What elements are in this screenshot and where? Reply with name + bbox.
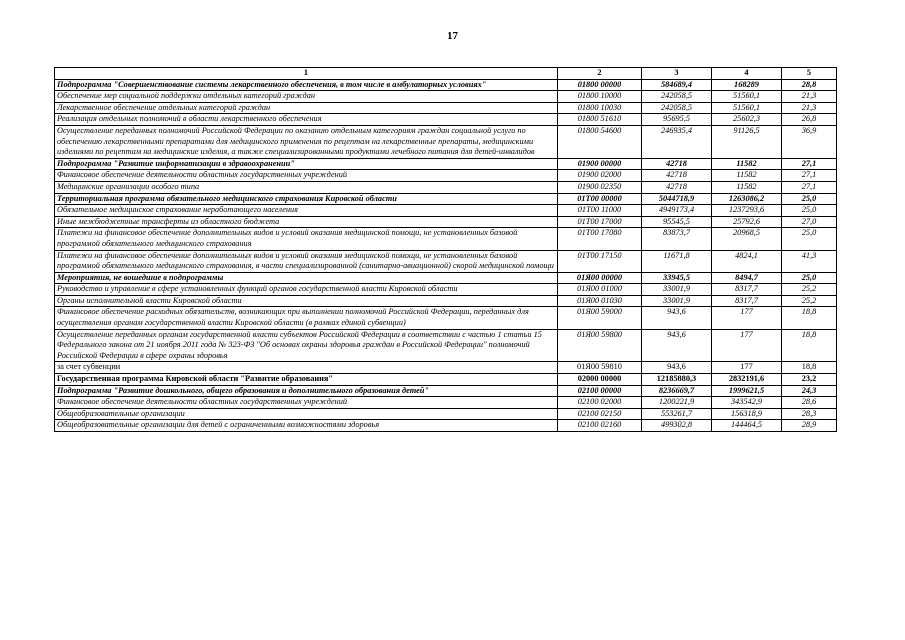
- row-code-cell: 01800 51610: [558, 114, 642, 126]
- row-plan-cell: 42718: [642, 181, 712, 193]
- row-code-cell: 01Я00 59810: [558, 362, 642, 374]
- row-code-cell: 01Т00 11000: [558, 205, 642, 217]
- table-row: [55, 79, 837, 91]
- row-code-cell: 01Т00 17080: [558, 228, 642, 250]
- row-percent-cell: 28,8: [782, 79, 837, 91]
- table-row: [55, 420, 837, 432]
- row-name-cell: Общеобразовательные организации: [55, 408, 558, 420]
- row-name-cell: Финансовое обеспечение деятельности областных государственных учреждений: [55, 170, 558, 182]
- row-actual-cell: 2832191,6: [712, 374, 782, 386]
- row-name-cell: Обеспечение мер социальной поддержки отдельных категорий граждан: [55, 91, 558, 103]
- row-plan-cell: 553261,7: [642, 408, 712, 420]
- row-code-cell: 01900 00000: [558, 158, 642, 170]
- row-code-cell: 01800 10000: [558, 91, 642, 103]
- row-plan-cell: 1200221,9: [642, 397, 712, 409]
- row-actual-cell: 51560,1: [712, 102, 782, 114]
- row-name-cell: Платежи на финансовое обеспечение дополнительных видов и условий оказания медицинской помощи, не установленных базовой программой обязательного медицинского страхования, в части специализированной (санитарно-авиационной) скорой медицинской помощи: [55, 250, 558, 272]
- row-plan-cell: 33001,9: [642, 284, 712, 296]
- table-row: [55, 228, 837, 250]
- row-actual-cell: 156318,9: [712, 408, 782, 420]
- row-code-cell: 01Я00 00000: [558, 272, 642, 284]
- row-plan-cell: 95545,5: [642, 216, 712, 228]
- table-row: [55, 295, 837, 307]
- row-percent-cell: 24,3: [782, 385, 837, 397]
- row-code-cell: 01Я00 01030: [558, 295, 642, 307]
- row-plan-cell: 242058,5: [642, 91, 712, 103]
- row-actual-cell: 1237293,6: [712, 205, 782, 217]
- row-name-cell: Подпрограмма "Развитие информатизации в здравоохранении": [55, 158, 558, 170]
- row-plan-cell: 499302,8: [642, 420, 712, 432]
- row-code-cell: 02100 02000: [558, 397, 642, 409]
- table-row: [55, 284, 837, 296]
- row-percent-cell: 28,9: [782, 420, 837, 432]
- row-code-cell: 01Т00 17000: [558, 216, 642, 228]
- row-percent-cell: 18,8: [782, 307, 837, 329]
- row-percent-cell: 21,3: [782, 102, 837, 114]
- row-percent-cell: 36,9: [782, 125, 837, 158]
- row-actual-cell: 8317,7: [712, 295, 782, 307]
- column-header: 3: [642, 68, 712, 80]
- table-row: [55, 181, 837, 193]
- row-code-cell: 02100 00000: [558, 385, 642, 397]
- row-plan-cell: 943,6: [642, 307, 712, 329]
- row-name-cell: Иные межбюджетные трансферты из областного бюджета: [55, 216, 558, 228]
- row-name-cell: Территориальная программа обязательного медицинского страхования Кировской области: [55, 193, 558, 205]
- table-row: [55, 329, 837, 362]
- row-actual-cell: 20968,5: [712, 228, 782, 250]
- row-percent-cell: 25,0: [782, 228, 837, 250]
- row-name-cell: Подпрограмма "Совершенствование системы лекарственного обеспечения, в том числе в амбулаторных условиях": [55, 79, 558, 91]
- row-actual-cell: 91126,5: [712, 125, 782, 158]
- row-plan-cell: 33001,9: [642, 295, 712, 307]
- row-plan-cell: 242058,5: [642, 102, 712, 114]
- row-plan-cell: 584689,4: [642, 79, 712, 91]
- row-actual-cell: 177: [712, 329, 782, 362]
- column-header: 2: [558, 68, 642, 80]
- row-name-cell: Подпрограмма "Развитие дошкольного, общего образования и дополнительного образования детей": [55, 385, 558, 397]
- table-row: [55, 374, 837, 386]
- row-code-cell: 01Т00 00000: [558, 193, 642, 205]
- row-percent-cell: 27,1: [782, 158, 837, 170]
- row-actual-cell: 144464,5: [712, 420, 782, 432]
- row-plan-cell: 95695,5: [642, 114, 712, 126]
- row-actual-cell: 8317,7: [712, 284, 782, 296]
- table-row: [55, 114, 837, 126]
- row-percent-cell: 27,0: [782, 216, 837, 228]
- row-plan-cell: 42718: [642, 158, 712, 170]
- table-row: [55, 102, 837, 114]
- row-name-cell: Органы исполнительной власти Кировской области: [55, 295, 558, 307]
- table-row: [55, 408, 837, 420]
- row-actual-cell: 51560,1: [712, 91, 782, 103]
- row-name-cell: Лекарственное обеспечение отдельных категорий граждан: [55, 102, 558, 114]
- row-percent-cell: 23,2: [782, 374, 837, 386]
- row-name-cell: Осуществление переданных полномочий Российской Федерации по оказанию отдельным категориям граждан социальной услуги по обеспечению лекарственными препаратами для медицинского применения по рецептам на лекарственные препараты, медицинскими изделиями по рецептам на медицинские изделия, а также специализированными продуктами лечебного питания для детей-инвалидов: [55, 125, 558, 158]
- table-row: [55, 272, 837, 284]
- row-code-cell: 02100 02150: [558, 408, 642, 420]
- row-percent-cell: 25,0: [782, 272, 837, 284]
- table-row: [55, 216, 837, 228]
- row-plan-cell: 5044718,9: [642, 193, 712, 205]
- row-percent-cell: 26,8: [782, 114, 837, 126]
- table-row: [55, 91, 837, 103]
- row-actual-cell: 8494,7: [712, 272, 782, 284]
- row-code-cell: 01800 10030: [558, 102, 642, 114]
- row-actual-cell: 11582: [712, 170, 782, 182]
- row-plan-cell: 8236669,7: [642, 385, 712, 397]
- row-name-cell: Платежи на финансовое обеспечение дополнительных видов и условий оказания медицинской помощи, не установленных базовой программой обязательного медицинского страхования: [55, 228, 558, 250]
- row-actual-cell: 1999621,5: [712, 385, 782, 397]
- row-plan-cell: 42718: [642, 170, 712, 182]
- row-code-cell: 01800 54600: [558, 125, 642, 158]
- row-actual-cell: 4824,1: [712, 250, 782, 272]
- row-code-cell: 02100 02160: [558, 420, 642, 432]
- row-plan-cell: 943,6: [642, 362, 712, 374]
- row-name-cell: Общеобразовательные организации для детей с ограниченными возможностями здоровья: [55, 420, 558, 432]
- row-actual-cell: 343542,9: [712, 397, 782, 409]
- table-row: [55, 385, 837, 397]
- table-row: [55, 397, 837, 409]
- row-name-cell: Реализация отдельных полномочий в области лекарственного обеспечения: [55, 114, 558, 126]
- row-name-cell: Осуществление переданных органам государственной власти субъектов Российской Федерации в соответствии с частью 1 статьи 15 Федерального закона от 21 ноября 2011 года № 323-ФЗ "Об основах охраны здоровья граждан в Российской Федерации" полномочий Российской Федерации в сфере охраны здоровья: [55, 329, 558, 362]
- row-percent-cell: 27,1: [782, 181, 837, 193]
- row-percent-cell: 25,0: [782, 205, 837, 217]
- row-percent-cell: 25,2: [782, 284, 837, 296]
- table-row: [55, 362, 837, 374]
- row-name-cell: за счет субвенции: [55, 362, 558, 374]
- row-code-cell: 01Я00 01000: [558, 284, 642, 296]
- column-header: 5: [782, 68, 837, 80]
- row-percent-cell: 41,3: [782, 250, 837, 272]
- row-actual-cell: 177: [712, 362, 782, 374]
- row-name-cell: Мероприятия, не вошедшие в подпрограммы: [55, 272, 558, 284]
- row-actual-cell: 11582: [712, 158, 782, 170]
- row-plan-cell: 33945,5: [642, 272, 712, 284]
- table-row: [55, 193, 837, 205]
- row-code-cell: 02000 00000: [558, 374, 642, 386]
- row-code-cell: 01Т00 17150: [558, 250, 642, 272]
- row-plan-cell: 246935,4: [642, 125, 712, 158]
- row-plan-cell: 83873,7: [642, 228, 712, 250]
- row-plan-cell: 12185880,3: [642, 374, 712, 386]
- row-name-cell: Финансовое обеспечение расходных обязательств, возникающих при выполнении полномочий Российской Федерации, переданных для осуществления органам государственной власти Кировской области (в рамках единой субвенции): [55, 307, 558, 329]
- row-percent-cell: 27,1: [782, 170, 837, 182]
- row-code-cell: 01900 02000: [558, 170, 642, 182]
- row-actual-cell: 11582: [712, 181, 782, 193]
- row-percent-cell: 18,8: [782, 329, 837, 362]
- table-row: [55, 125, 837, 158]
- row-code-cell: 01800 00000: [558, 79, 642, 91]
- row-percent-cell: 18,8: [782, 362, 837, 374]
- row-actual-cell: 177: [712, 307, 782, 329]
- row-actual-cell: 168289: [712, 79, 782, 91]
- column-header: 4: [712, 68, 782, 80]
- budget-table: [54, 67, 837, 432]
- table-row: [55, 205, 837, 217]
- table-row: [55, 307, 837, 329]
- row-plan-cell: 4949173,4: [642, 205, 712, 217]
- row-name-cell: Государственная программа Кировской области "Развитие образования": [55, 374, 558, 386]
- table-row: [55, 158, 837, 170]
- row-actual-cell: 25792,6: [712, 216, 782, 228]
- row-percent-cell: 28,6: [782, 397, 837, 409]
- row-actual-cell: 25602,3: [712, 114, 782, 126]
- row-percent-cell: 21,3: [782, 91, 837, 103]
- row-code-cell: 01Я00 59000: [558, 307, 642, 329]
- page-number: 17: [447, 30, 458, 42]
- table-row: [55, 250, 837, 272]
- row-name-cell: Обязательное медицинское страхование неработающего населения: [55, 205, 558, 217]
- row-code-cell: 01900 02350: [558, 181, 642, 193]
- table-row: [55, 170, 837, 182]
- row-percent-cell: 28,3: [782, 408, 837, 420]
- column-header: 1: [55, 68, 558, 80]
- row-plan-cell: 11671,8: [642, 250, 712, 272]
- row-plan-cell: 943,6: [642, 329, 712, 362]
- row-name-cell: Медицинские организации особого типа: [55, 181, 558, 193]
- row-actual-cell: 1263086,2: [712, 193, 782, 205]
- row-percent-cell: 25,0: [782, 193, 837, 205]
- table-header-row: [55, 68, 837, 80]
- row-name-cell: Руководство и управление в сфере установленных функций органов государственной власти Кировской области: [55, 284, 558, 296]
- row-code-cell: 01Я00 59800: [558, 329, 642, 362]
- row-name-cell: Финансовое обеспечение деятельности областных государственных учреждений: [55, 397, 558, 409]
- row-percent-cell: 25,2: [782, 295, 837, 307]
